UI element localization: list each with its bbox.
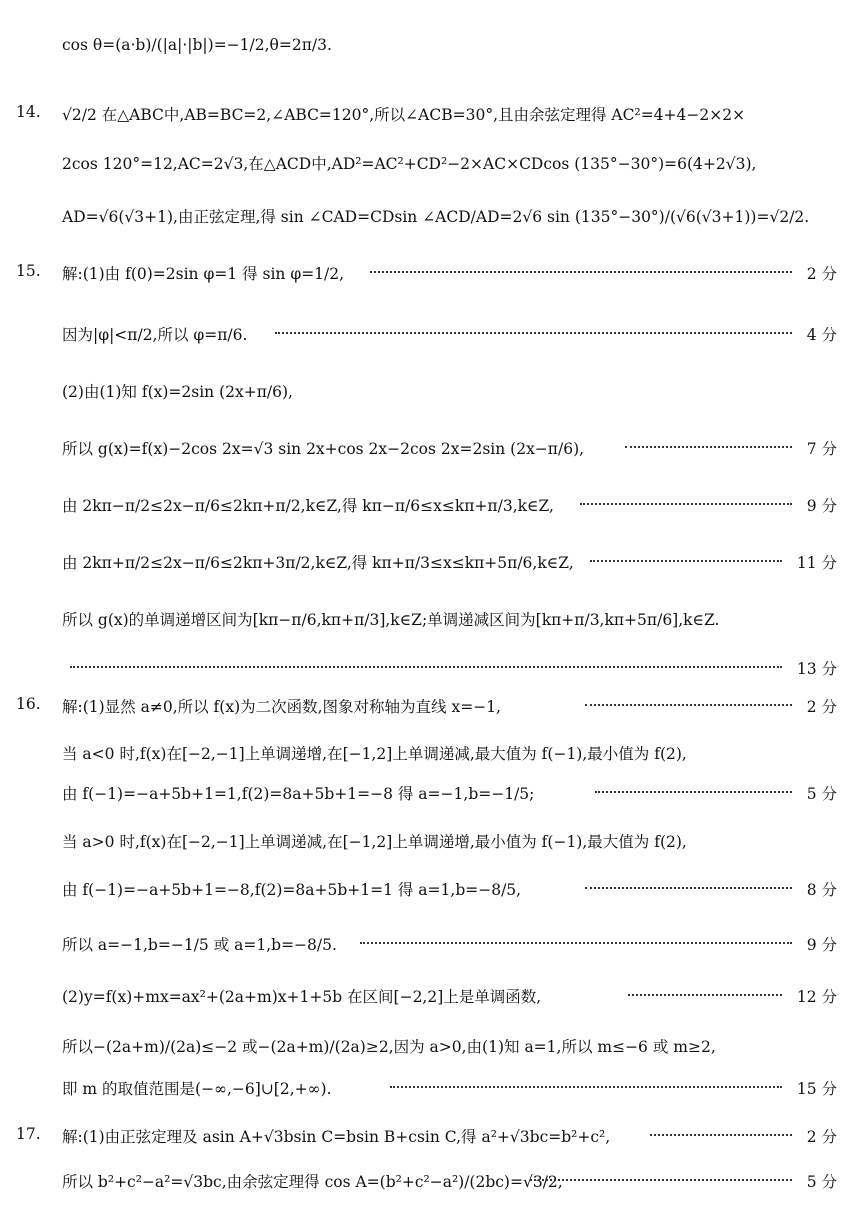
solution-text: 由 2kπ−π/2≤2x−π/6≤2kπ+π/2,k∈Z,得 kπ−π/6≤x≤kπ+π/3,k∈Z, xyxy=(62,497,554,515)
solution-text: 所以 b²+c²−a²=√3bc,由余弦定理得 cos A=(b²+c²−a²)/(2bc)=√3/2, xyxy=(62,1173,563,1191)
solution-text: 即 m 的取值范围是(−∞,−6]∪[2,+∞). xyxy=(62,1080,332,1098)
dot-leader xyxy=(275,332,792,334)
question-number: 17. xyxy=(16,1125,41,1143)
dot-leader xyxy=(580,503,792,505)
solution-text: 解:(1)由正弦定理及 asin A+√3bsin C=bsin B+csin C,得 a²+√3bc=b²+c², xyxy=(62,1128,611,1146)
dot-leader xyxy=(370,271,792,273)
score-mark: 7 分 xyxy=(806,440,837,458)
solution-text: AD=√6(√3+1),由正弦定理,得 sin ∠CAD=CDsin ∠ACD/AD=2√6 sin (135°−30°)/(√6(√3+1))=√2/2. xyxy=(62,208,810,226)
score-mark: 2 分 xyxy=(806,1128,837,1146)
score-mark: 2 分 xyxy=(806,265,837,283)
solution-text: (2)y=f(x)+mx=ax²+(2a+m)x+1+5b 在区间[−2,2]上是单调函数, xyxy=(62,988,542,1006)
score-mark: 5 分 xyxy=(806,785,837,803)
dot-leader xyxy=(628,994,782,996)
dot-leader xyxy=(650,1134,792,1136)
score-mark: 9 分 xyxy=(806,936,837,954)
score-mark: 12 分 xyxy=(796,988,837,1006)
score-mark: 11 分 xyxy=(796,554,837,572)
solution-text: 当 a>0 时,f(x)在[−2,−1]上单调递减,在[−1,2]上单调递增,最小值为 f(−1),最大值为 f(2), xyxy=(62,833,687,851)
solution-text: 2cos 120°=12,AC=2√3,在△ACD中,AD²=AC²+CD²−2×AC×CDcos (135°−30°)=6(4+2√3), xyxy=(62,155,757,173)
dot-leader xyxy=(595,791,792,793)
solution-text: 当 a<0 时,f(x)在[−2,−1]上单调递增,在[−1,2]上单调递减,最大值为 f(−1),最小值为 f(2), xyxy=(62,745,687,763)
solution-text: 解:(1)由 f(0)=2sin φ=1 得 sin φ=1/2, xyxy=(62,265,345,283)
score-mark: 15 分 xyxy=(796,1080,837,1098)
solution-text: (2)由(1)知 f(x)=2sin (2x+π/6), xyxy=(62,383,293,401)
score-mark: 5 分 xyxy=(806,1173,837,1191)
dot-leader xyxy=(585,887,792,889)
dot-leader xyxy=(585,704,792,706)
dot-leader xyxy=(625,446,792,448)
solution-text: √2/2 在△ABC中,AB=BC=2,∠ABC=120°,所以∠ACB=30°,且由余弦定理得 AC²=4+4−2×2× xyxy=(62,106,746,124)
solution-text: 所以 g(x)的单调递增区间为[kπ−π/6,kπ+π/3],k∈Z;单调递减区间为[kπ+π/3,kπ+5π/6],k∈Z. xyxy=(62,611,720,629)
solution-text: 由 f(−1)=−a+5b+1=1,f(2)=8a+5b+1=−8 得 a=−1,b=−1/5; xyxy=(62,785,535,803)
score-mark: 2 分 xyxy=(806,698,837,716)
score-mark: 4 分 xyxy=(806,326,837,344)
solution-text: 所以 g(x)=f(x)−2cos 2x=√3 sin 2x+cos 2x−2cos 2x=2sin (2x−π/6), xyxy=(62,440,585,458)
dot-leader xyxy=(360,942,792,944)
dot-leader xyxy=(590,560,782,562)
question-number: 16. xyxy=(16,695,41,713)
solution-text: cos θ=(a·b)/(|a|·|b|)=−1/2,θ=2π/3. xyxy=(62,36,332,54)
solution-text: 因为|φ|<π/2,所以 φ=π/6. xyxy=(62,326,248,344)
score-mark: 13 分 xyxy=(796,660,837,678)
solution-text: 由 f(−1)=−a+5b+1=−8,f(2)=8a+5b+1=1 得 a=1,b=−8/5, xyxy=(62,881,522,899)
dot-leader xyxy=(390,1086,782,1088)
question-number: 15. xyxy=(16,262,41,280)
dot-leader xyxy=(530,1179,792,1181)
solution-text: 所以−(2a+m)/(2a)≤−2 或−(2a+m)/(2a)≥2,因为 a>0,由(1)知 a=1,所以 m≤−6 或 m≥2, xyxy=(62,1038,716,1056)
score-mark: 8 分 xyxy=(806,881,837,899)
solution-text: 解:(1)显然 a≠0,所以 f(x)为二次函数,图象对称轴为直线 x=−1, xyxy=(62,698,501,716)
dot-leader xyxy=(70,666,782,668)
solution-text: 所以 a=−1,b=−1/5 或 a=1,b=−8/5. xyxy=(62,936,337,954)
score-mark: 9 分 xyxy=(806,497,837,515)
question-number: 14. xyxy=(16,103,41,121)
solution-text: 由 2kπ+π/2≤2x−π/6≤2kπ+3π/2,k∈Z,得 kπ+π/3≤x≤kπ+5π/6,k∈Z, xyxy=(62,554,574,572)
